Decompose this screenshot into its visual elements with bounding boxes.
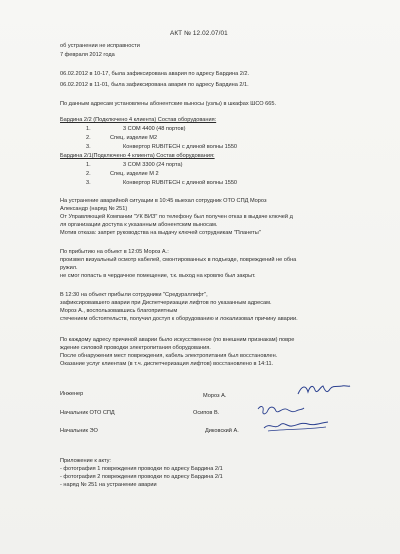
document-title: АКТ № 12.02.07/01 — [170, 30, 228, 37]
appendix-item: - наряд № 251 на устранение аварии — [60, 482, 157, 488]
appendix-item: - фотография 2 повреждения проводки по адресу Бардина 2/1 — [60, 474, 223, 480]
list-number: 1. — [86, 162, 91, 168]
paragraph-line: От Управляющей Компании "УК ВИЗ" по телефону был получен отказ в выдаче ключей д — [60, 214, 293, 220]
paragraph-line: На устранение аварийной ситуации в 10:45 выехал сотрудник ОТО СПД Мороз — [60, 198, 267, 204]
paragraph-line: стечением обстоятельств, получил доступ к оборудованию и локализовал причину аварии. — [60, 316, 298, 322]
paragraph-line: ждение силовой проводки электропитания оборудования. — [60, 345, 211, 351]
paragraph-line: произвел визуальный осмотр кабелей, смонтированных в подъезде, повреждений не обна — [60, 257, 297, 263]
equipment-item: Спец. изделие М 2 — [110, 171, 159, 177]
paragraph-line: ля организации доступа к указанным абонентским выносам. — [60, 222, 218, 228]
document-date: 7 февраля 2012 года — [60, 52, 115, 58]
paragraph-line: По прибытию на объект в 12:05 Мороз А.: — [60, 249, 169, 255]
incident-line: 06.02.2012 в 10-17, была зафиксирована авария по адресу Бардина 2/2. — [60, 71, 250, 77]
equipment-item: Конвертор RUBITECH с длиной волны 1550 — [123, 144, 238, 150]
signature-name: Осипов В. — [193, 410, 220, 416]
incident-line: 06.02.2012 в 11-01, была зафиксирована авария по адресу Бардина 2/1. — [60, 82, 249, 88]
paragraph-line: Александр (наряд № 251) — [60, 206, 128, 212]
equipment-item: Конвертор RUBITECH с длиной волны 1550 — [123, 180, 238, 186]
signature-role: Начальник ЭО — [60, 428, 98, 434]
list-number: 1. — [86, 126, 91, 132]
site-heading: Бардина 2/1(Подключено 4 клиента) Состав оборудования: — [60, 153, 215, 159]
handwritten-signature — [296, 382, 352, 398]
paragraph-line: Мороз А., воспользовавшись благоприятным — [60, 308, 178, 314]
signature-name: Диковский А. — [205, 428, 239, 434]
paragraph-line: Мотив отказа: запрет руководства на выдачу ключей сотрудникам "Планеты" — [60, 230, 261, 236]
paragraph-line: ружил. — [60, 265, 78, 271]
handwritten-signature — [262, 418, 332, 434]
paragraph-line: По каждому адресу причиной аварии было искусственное (по внешним признакам) повре — [60, 337, 295, 343]
list-number: 3. — [86, 180, 91, 186]
handwritten-signature — [256, 403, 306, 417]
equipment-item: Спец. изделие М2 — [110, 135, 158, 141]
paragraph-line: зафиксировавшего аварии при Диспетчеризации лифтов по указанным адресам. — [60, 300, 272, 306]
document-subtitle: об устранении не исправности — [60, 43, 140, 49]
list-number: 2. — [86, 135, 91, 141]
list-number: 2. — [86, 171, 91, 177]
site-heading: Бардина 2/2 (Подключено 4 клиента) Состав оборудования: — [60, 117, 217, 123]
list-number: 3. — [86, 144, 91, 150]
paragraph-line: Оказание услуг клиентам (в т.ч. диспетчеризация лифтов) восстановлено в 14:11. — [60, 361, 274, 367]
equipment-item: 3 COM 4400 (48 портов) — [123, 126, 186, 132]
signature-role: Инженер — [60, 391, 84, 397]
signature-name: Мороз А. — [203, 393, 227, 399]
paragraph-line: В 12:30 на объект прибыли сотрудники "Средураллифт", — [60, 292, 208, 298]
signature-role: Начальник ОТО СПД — [60, 410, 115, 416]
paragraph-line: не смог попасть в чердачное помещение, т.к. выход на кровлю был закрыт. — [60, 273, 256, 279]
appendix-heading: Приложение к акту: — [60, 458, 111, 464]
equipment-item: 3 COM 3300 (24 порта) — [123, 162, 183, 168]
equipment-intro: По данным адресам установлены абонентские выносы (узлы) в шкафах ШСО 665. — [60, 101, 277, 107]
appendix-item: - фотография 1 повреждения проводки по адресу Бардина 2/1 — [60, 466, 223, 472]
paragraph-line: После обнаружения мест повреждения, кабель электропитания был восстановлен. — [60, 353, 278, 359]
